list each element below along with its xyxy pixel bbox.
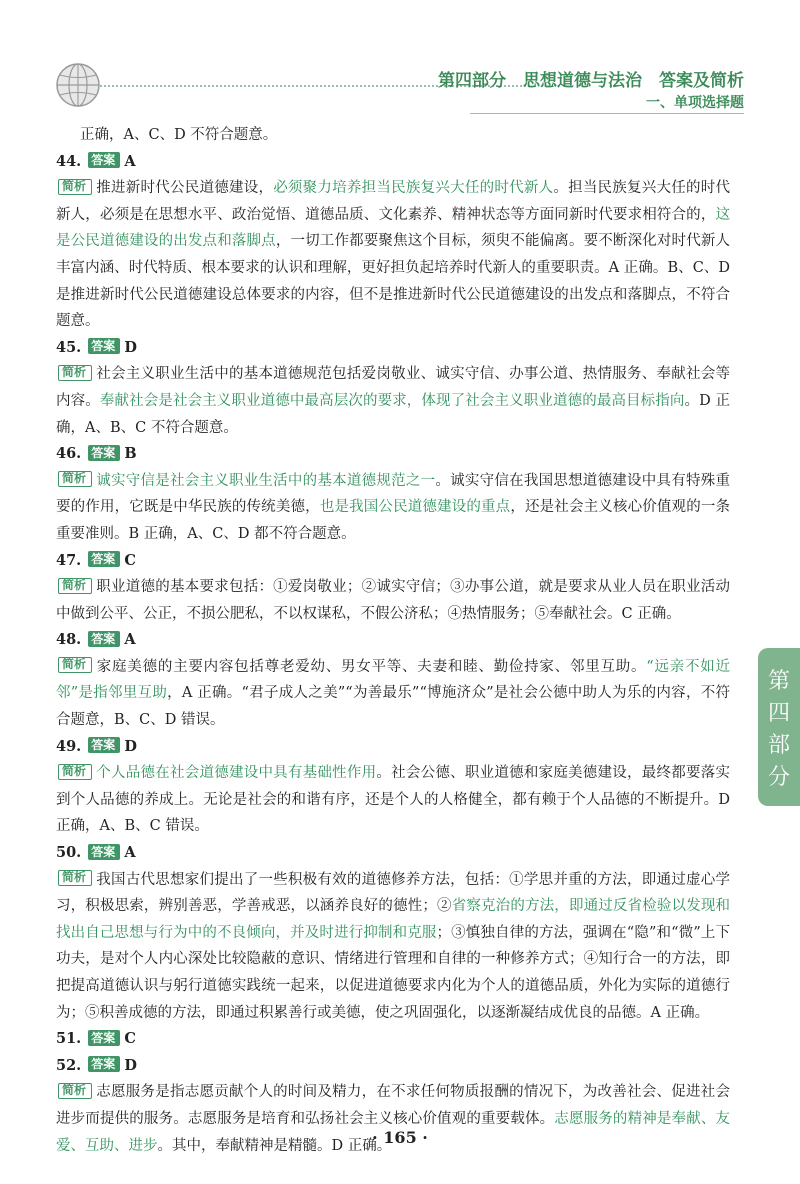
question-47-answer-line — [56, 548, 730, 575]
question-51-answer-line — [56, 1026, 730, 1053]
answer-content — [56, 122, 730, 1159]
analysis-badge: 简析 — [58, 578, 92, 594]
question-number: 50. — [56, 844, 82, 862]
header-subtitle: 一、单项选择题 — [646, 95, 744, 111]
question-45-analysis: 简析 社会主义职业生活中的基本道德规范包括爱岗敬业、诚实守信、办事公道、热情服务、奉献社会等内容。奉献社会是社会主义职业道德中最高层次的要求，体现了社会主义职业道德的最高目标指向。D 正确，A、B、C 不符合题意。 — [56, 364, 730, 436]
side-tab-text: 第四部分 — [768, 669, 791, 790]
answer-badge: 答案 — [88, 631, 120, 647]
page-number: · 165 · — [372, 1128, 428, 1147]
answer-letter: B — [124, 445, 137, 463]
analysis-badge: 简析 — [58, 1083, 92, 1099]
question-number: 46. — [56, 445, 82, 463]
question-number: 45. — [56, 338, 82, 356]
answer-letter: A — [124, 631, 136, 649]
key-point: 省察克治的方法，即通过反省检验以发现和找出自己思想与行为中的不良倾向，并及时进行抑制和克服 — [56, 898, 731, 941]
answer-letter: C — [124, 551, 136, 569]
analysis-badge: 简析 — [58, 179, 92, 195]
header-title: 第四部分 思想道德与法治 答案及简析 — [438, 71, 744, 91]
answer-badge: 答案 — [88, 1030, 120, 1046]
key-point: 志愿服务的精神是奉献、友爱、互助、进步 — [56, 1110, 731, 1154]
question-44-answer-line — [56, 149, 730, 176]
lead-text: 正确，A、C、D 不符合题意。 — [80, 127, 278, 143]
question-number: 48. — [56, 631, 82, 649]
page-header — [0, 0, 800, 125]
question-46-answer-line — [56, 441, 730, 468]
question-number: 47. — [56, 551, 82, 569]
question-45-answer-line — [56, 335, 730, 362]
question-48-answer-line — [56, 627, 730, 654]
analysis-badge: 简析 — [58, 657, 92, 673]
answer-badge: 答案 — [88, 737, 120, 753]
question-44-analysis: 简析 推进新时代公民道德建设，必须聚力培养担当民族复兴大任的时代新人。担当民族复兴大任的时代新人，必须是在思想水平、政治觉悟、道德品质、文化素养、精神状态等方面同新时代要求相符合的，这是公民道德建设的出发点和落脚点，一切工作都要聚焦这个目标，须臾不能偏离。要不断深化对时代新人丰富内涵、时代特质、根本要求的认识和理解，更好担负起培养时代新人的重要职责。A 正确。B、C、D 是推进新时代公民道德建设总体要求的内容，但不是推进新时代公民道德建设的出发点和落脚点，不符合题意。 — [56, 178, 731, 330]
answer-letter: D — [124, 1056, 137, 1074]
question-number: 49. — [56, 737, 82, 755]
answer-badge: 答案 — [88, 445, 120, 461]
section-side-tab — [758, 648, 800, 806]
answer-letter: D — [124, 338, 137, 356]
key-point: “远亲不如近邻”是指邻里互助 — [56, 658, 730, 702]
question-50-analysis: 简析 我国古代思想家们提出了一些积极有效的道德修养方法，包括：①学思并重的方法，即通过虚心学习，积极思索，辨别善恶，学善戒恶，以涵养良好的德性；②省察克治的方法，即通过反省检验以发现和找出自己思想与行为中的不良倾向，并及时进行抑制和克服；③慎独自律的方法，强调在“隐”和“微”上下功夫，是对个人内心深处比较隐蔽的意识、情绪进行管理和自律的一种修养方式；④知行合一的方法，即把提高道德认识与躬行道德实践统一起来，以促进道德要求内化为个人的道德品质，外化为实际的道德行为；⑤积善成德的方法，即通过积累善行或美德，使之巩固强化，以逐渐凝结成优良的品德。A 正确。 — [56, 870, 731, 1021]
answer-badge: 答案 — [88, 1056, 120, 1072]
key-point: 诚实守信是社会主义职业生活中的基本道德规范之一 — [96, 472, 436, 489]
answer-letter: A — [124, 844, 136, 862]
answer-letter: D — [124, 737, 137, 755]
question-number: 44. — [56, 152, 82, 170]
question-50-answer-line — [56, 840, 730, 867]
header-rule — [470, 113, 744, 114]
question-52-answer-line — [56, 1053, 730, 1080]
answer-letter: A — [124, 152, 136, 170]
question-46-analysis: 简析 诚实守信是社会主义职业生活中的基本道德规范之一。诚实守信在我国思想道德建设中具有特殊重要的作用，它既是中华民族的传统美德，也是我国公民道德建设的重点，还是社会主义核心价值观的一条重要准则。B 正确，A、C、D 都不符合题意。 — [56, 471, 731, 542]
answer-badge: 答案 — [88, 338, 120, 354]
analysis-badge: 简析 — [58, 870, 92, 886]
answer-badge: 答案 — [88, 844, 120, 860]
answer-badge: 答案 — [88, 152, 120, 168]
analysis-badge: 简析 — [58, 764, 92, 780]
key-point: 奉献社会是社会主义职业道德中最高层次的要求，体现了社会主义职业道德的最高目标指向 — [99, 392, 685, 409]
key-point: 必须聚力培养担当民族复兴大任的时代新人 — [273, 180, 554, 197]
key-point: 个人品德在社会道德建设中具有基础性作用 — [96, 765, 377, 782]
analysis-badge: 简析 — [58, 365, 92, 381]
question-48-analysis: 简析 家庭美德的主要内容包括尊老爱幼、男女平等、夫妻和睦、勤俭持家、邻里互助。“远亲不如近邻”是指邻里互助，A 正确。“君子成人之美”“为善最乐”“博施济众”是社会公德中助人为乐的内容，不符合题意，B、C、D 错误。 — [56, 657, 730, 729]
question-49-analysis: 简析 个人品德在社会道德建设中具有基础性作用。社会公德、职业道德和家庭美德建设，最终都要落实到个人品德的养成上。无论是社会的和谐有序，还是个人的人格健全，都有赖于个人品德的不断提升。D 正确，A、B、C 错误。 — [56, 763, 730, 835]
analysis-badge: 简析 — [58, 471, 92, 487]
question-47-analysis: 简析 职业道德的基本要求包括：①爱岗敬业；②诚实守信；③办事公道，就是要求从业人员在职业活动中做到公平、公正，不损公肥私，不以权谋私，不假公济私；④热情服务；⑤奉献社会。C 正确。 — [56, 577, 730, 622]
answer-badge: 答案 — [88, 551, 120, 567]
answer-letter: C — [124, 1030, 136, 1048]
question-number: 51. — [56, 1030, 82, 1048]
key-point: 也是我国公民道德建设的重点 — [319, 499, 511, 516]
question-number: 52. — [56, 1056, 82, 1074]
question-52-analysis: 简析 志愿服务是指志愿贡献个人的时间及精力，在不求任何物质报酬的情况下，为改善社会、促进社会进步而提供的服务。志愿服务是培育和弘扬社会主义核心价值观的重要载体。志愿服务的精神是奉献、友爱、互助、进步。其中，奉献精神是精髓。D 正确。 — [56, 1082, 731, 1154]
question-49-answer-line — [56, 734, 730, 761]
key-point: 这是公民道德建设的出发点和落脚点 — [56, 206, 730, 250]
globe-icon — [55, 62, 101, 108]
